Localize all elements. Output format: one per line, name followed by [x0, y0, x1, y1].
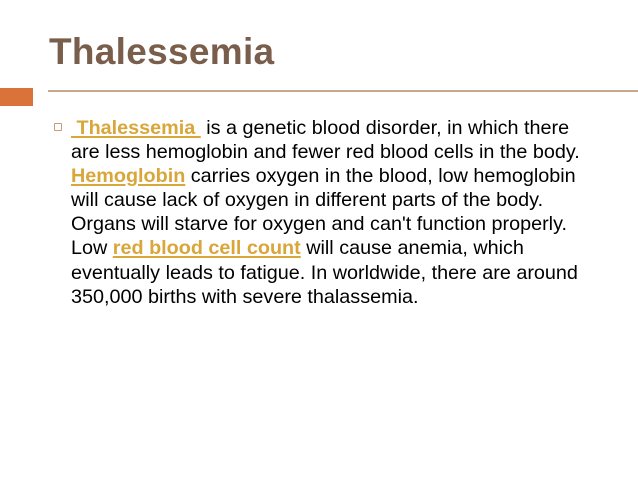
- hemoglobin-link[interactable]: Hemoglobin: [71, 165, 186, 188]
- hollow-square-bullet-icon: [54, 123, 62, 131]
- title-divider: [48, 90, 638, 92]
- body-text-segment-3: will cause anemia, which eventually leads to fatigue. In worldwide, there are around 350,000 births with severe thalassemia.: [71, 237, 578, 308]
- thalessemia-link[interactable]: Thalessemia: [71, 117, 201, 139]
- body-text-segment-1: is a genetic blood disorder, in which there are less hemoglobin and fewer red blood cells in the body.: [71, 117, 580, 164]
- slide-title: Thalessemia: [49, 31, 275, 72]
- title-accent-bar: [0, 88, 33, 106]
- body-paragraph: [71, 116, 581, 309]
- body-text-segment-2: carries oxygen in the blood, low hemoglobin will cause lack of oxygen in different parts of the body. Organs will starve for oxygen and can't function properly. Low: [71, 165, 576, 260]
- red-blood-cell-count-link[interactable]: red blood cell count: [112, 237, 301, 260]
